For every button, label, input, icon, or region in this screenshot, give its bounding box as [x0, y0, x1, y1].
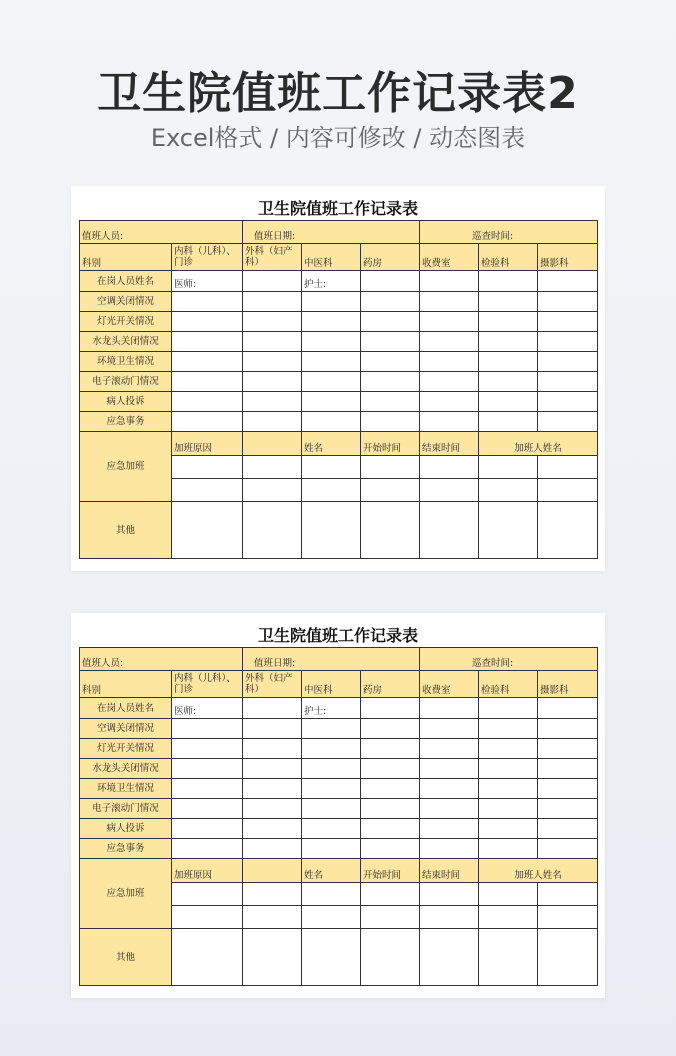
duty-date-label: 值班日期:	[243, 648, 420, 671]
doctor-label: 医师:	[172, 271, 243, 292]
cell[interactable]	[172, 352, 243, 372]
cell[interactable]	[420, 719, 479, 739]
cell[interactable]	[538, 906, 598, 929]
cell[interactable]	[302, 906, 361, 929]
cell[interactable]	[361, 799, 420, 819]
check-row-label: 电子滚动门情况	[80, 799, 172, 819]
cell[interactable]	[538, 271, 598, 292]
cell[interactable]	[538, 929, 598, 986]
overtime-reason-label: 加班原因	[172, 432, 243, 456]
cell[interactable]	[243, 392, 302, 412]
record-sheet-1	[71, 186, 605, 571]
nurse-label: 护士:	[302, 271, 361, 292]
duty-record-table	[79, 647, 598, 986]
cell[interactable]	[243, 352, 302, 372]
cell[interactable]	[420, 799, 479, 819]
check-row-label: 病人投诉	[80, 392, 172, 412]
cell[interactable]	[420, 819, 479, 839]
cell[interactable]	[243, 819, 302, 839]
cell[interactable]	[172, 839, 243, 859]
cell[interactable]	[420, 456, 479, 479]
cell[interactable]	[243, 456, 302, 479]
dept-laboratory: 检验科	[479, 671, 538, 698]
overtime-header-row	[80, 859, 598, 883]
cell[interactable]	[302, 839, 361, 859]
cell[interactable]	[302, 479, 361, 502]
cell	[243, 859, 302, 883]
cell[interactable]	[538, 456, 598, 479]
cell[interactable]	[172, 929, 243, 986]
check-row-label: 环境卫生情况	[80, 352, 172, 372]
overtime-header-row	[80, 432, 598, 456]
cell[interactable]	[420, 332, 479, 352]
inspection-time-label: 巡查时间:	[420, 648, 598, 671]
cell[interactable]	[538, 292, 598, 312]
dept-cashier: 收费室	[420, 671, 479, 698]
dept-laboratory: 检验科	[479, 244, 538, 271]
check-row	[80, 312, 598, 332]
dept-surgery: 外科（妇产科）	[243, 671, 302, 698]
cell[interactable]	[172, 312, 243, 332]
cell[interactable]	[243, 479, 302, 502]
cell[interactable]	[243, 883, 302, 906]
cell[interactable]	[420, 839, 479, 859]
dept-pharmacy: 药房	[361, 244, 420, 271]
page-subtitle: Excel格式 / 内容可修改 / 动态图表	[150, 124, 526, 152]
cell[interactable]	[538, 412, 598, 432]
cell[interactable]	[420, 292, 479, 312]
cell[interactable]	[361, 779, 420, 799]
overtime-name-label: 姓名	[302, 432, 361, 456]
cell[interactable]	[538, 332, 598, 352]
check-row-label: 应急事务	[80, 412, 172, 432]
department-header-row	[80, 244, 598, 271]
cell[interactable]	[302, 759, 361, 779]
cell[interactable]	[243, 698, 302, 719]
cell[interactable]	[172, 819, 243, 839]
cell[interactable]	[538, 883, 598, 906]
cell[interactable]	[243, 332, 302, 352]
check-row-label: 空调关闭情况	[80, 719, 172, 739]
check-row	[80, 759, 598, 779]
check-row	[80, 739, 598, 759]
cell[interactable]	[361, 883, 420, 906]
cell[interactable]	[172, 502, 243, 559]
cell[interactable]	[420, 312, 479, 332]
check-row-label: 水龙头关闭情况	[80, 332, 172, 352]
other-label: 其他	[80, 502, 172, 559]
check-row	[80, 719, 598, 739]
cell[interactable]	[361, 502, 420, 559]
cell[interactable]	[420, 502, 479, 559]
cell[interactable]	[302, 292, 361, 312]
cell[interactable]	[420, 271, 479, 292]
cell[interactable]	[172, 479, 243, 502]
cell[interactable]	[361, 271, 420, 292]
cell[interactable]	[479, 698, 538, 719]
cell[interactable]	[479, 739, 538, 759]
cell[interactable]	[172, 799, 243, 819]
cell[interactable]	[538, 839, 598, 859]
cell[interactable]	[420, 372, 479, 392]
cell[interactable]	[479, 479, 538, 502]
cell[interactable]	[302, 372, 361, 392]
other-row	[80, 502, 598, 559]
cell[interactable]	[420, 698, 479, 719]
cell[interactable]	[172, 883, 243, 906]
overtime-name-label: 姓名	[302, 859, 361, 883]
cell[interactable]	[479, 719, 538, 739]
cell[interactable]	[479, 779, 538, 799]
cell[interactable]	[479, 759, 538, 779]
cell[interactable]	[361, 372, 420, 392]
overtime-label: 应急加班	[80, 859, 172, 929]
check-row	[80, 392, 598, 412]
cell[interactable]	[538, 392, 598, 412]
cell[interactable]	[479, 332, 538, 352]
cell[interactable]	[243, 906, 302, 929]
check-row	[80, 372, 598, 392]
cell[interactable]	[172, 719, 243, 739]
cell[interactable]	[302, 392, 361, 412]
dept-cashier: 收费室	[420, 244, 479, 271]
cell[interactable]	[172, 292, 243, 312]
doctor-label: 医师:	[172, 698, 243, 719]
check-row	[80, 779, 598, 799]
dept-tcm: 中医科	[302, 244, 361, 271]
cell[interactable]	[420, 479, 479, 502]
cell[interactable]	[479, 929, 538, 986]
cell[interactable]	[243, 739, 302, 759]
staff-row	[80, 271, 598, 292]
sheet-title: 卫生院值班工作记录表	[257, 626, 418, 645]
check-row	[80, 819, 598, 839]
cell[interactable]	[243, 292, 302, 312]
nurse-label: 护士:	[302, 698, 361, 719]
cell[interactable]	[479, 412, 538, 432]
cell[interactable]	[479, 819, 538, 839]
cell[interactable]	[361, 332, 420, 352]
cell[interactable]	[361, 739, 420, 759]
cell[interactable]	[361, 479, 420, 502]
cell[interactable]	[302, 929, 361, 986]
cell[interactable]	[172, 456, 243, 479]
duty-date-label: 值班日期:	[243, 221, 420, 244]
record-sheet-2	[71, 613, 605, 998]
cell[interactable]	[420, 392, 479, 412]
cell[interactable]	[302, 502, 361, 559]
dept-internal-medicine: 内科（儿科）、门诊	[172, 244, 243, 271]
cell[interactable]	[479, 799, 538, 819]
cell[interactable]	[420, 929, 479, 986]
cell[interactable]	[172, 372, 243, 392]
cell[interactable]	[538, 759, 598, 779]
cell[interactable]	[538, 479, 598, 502]
cell[interactable]	[420, 883, 479, 906]
cell[interactable]	[302, 819, 361, 839]
cell[interactable]	[420, 779, 479, 799]
check-row	[80, 352, 598, 372]
cell[interactable]	[538, 372, 598, 392]
cell[interactable]	[361, 392, 420, 412]
cell[interactable]	[172, 759, 243, 779]
overtime-label: 应急加班	[80, 432, 172, 502]
other-label: 其他	[80, 929, 172, 986]
cell[interactable]	[302, 412, 361, 432]
cell[interactable]	[479, 372, 538, 392]
overtime-reason-label: 加班原因	[172, 859, 243, 883]
check-row-label: 灯光开关情况	[80, 739, 172, 759]
check-row	[80, 292, 598, 312]
cell[interactable]	[479, 271, 538, 292]
cell[interactable]	[479, 352, 538, 372]
duty-record-table	[79, 220, 598, 559]
cell[interactable]	[243, 799, 302, 819]
overtime-person-label: 加班人姓名	[479, 859, 598, 883]
cell[interactable]	[243, 372, 302, 392]
cell[interactable]	[538, 698, 598, 719]
cell[interactable]	[420, 906, 479, 929]
cell[interactable]	[302, 312, 361, 332]
cell[interactable]	[538, 312, 598, 332]
staff-label: 在岗人员姓名	[80, 698, 172, 719]
cell[interactable]	[302, 799, 361, 819]
overtime-end-label: 结束时间	[420, 432, 479, 456]
check-row	[80, 332, 598, 352]
cell[interactable]	[479, 502, 538, 559]
check-row-label: 空调关闭情况	[80, 292, 172, 312]
check-row	[80, 839, 598, 859]
cell[interactable]	[302, 779, 361, 799]
dept-pharmacy: 药房	[361, 671, 420, 698]
dept-tcm: 中医科	[302, 671, 361, 698]
page-title: 卫生院值班工作记录表2	[97, 68, 579, 119]
cell[interactable]	[243, 312, 302, 332]
check-row-label: 环境卫生情况	[80, 779, 172, 799]
cell[interactable]	[243, 779, 302, 799]
cell[interactable]	[538, 719, 598, 739]
cell[interactable]	[361, 456, 420, 479]
cell[interactable]	[302, 883, 361, 906]
sheet-title: 卫生院值班工作记录表	[257, 199, 418, 218]
cell[interactable]	[302, 739, 361, 759]
dept-surgery: 外科（妇产科）	[243, 244, 302, 271]
check-row	[80, 412, 598, 432]
check-row	[80, 799, 598, 819]
cell[interactable]	[361, 819, 420, 839]
staff-row	[80, 698, 598, 719]
duty-person-label: 值班人员:	[80, 221, 243, 244]
cell[interactable]	[172, 779, 243, 799]
cell[interactable]	[172, 412, 243, 432]
department-header-row	[80, 671, 598, 698]
cell[interactable]	[302, 332, 361, 352]
cell	[243, 432, 302, 456]
check-row-label: 水龙头关闭情况	[80, 759, 172, 779]
cell[interactable]	[479, 456, 538, 479]
dept-internal-medicine: 内科（儿科）、门诊	[172, 671, 243, 698]
cell[interactable]	[420, 759, 479, 779]
duty-person-label: 值班人员:	[80, 648, 243, 671]
cell[interactable]	[538, 739, 598, 759]
overtime-person-label: 加班人姓名	[479, 432, 598, 456]
cell[interactable]	[243, 412, 302, 432]
cell[interactable]	[538, 779, 598, 799]
staff-label: 在岗人员姓名	[80, 271, 172, 292]
dept-radiology: 摄影科	[538, 671, 598, 698]
cell[interactable]	[243, 719, 302, 739]
cell[interactable]	[538, 799, 598, 819]
cell[interactable]	[479, 292, 538, 312]
inspection-time-label: 巡查时间:	[420, 221, 598, 244]
cell[interactable]	[361, 719, 420, 739]
cell[interactable]	[361, 698, 420, 719]
cell[interactable]	[243, 839, 302, 859]
cell[interactable]	[361, 292, 420, 312]
cell[interactable]	[479, 883, 538, 906]
cell[interactable]	[302, 719, 361, 739]
department-label: 科别	[80, 671, 172, 698]
cell[interactable]	[479, 906, 538, 929]
cell[interactable]	[479, 839, 538, 859]
cell[interactable]	[302, 456, 361, 479]
cell[interactable]	[243, 929, 302, 986]
cell[interactable]	[172, 906, 243, 929]
cell[interactable]	[420, 352, 479, 372]
cell[interactable]	[243, 502, 302, 559]
cell[interactable]	[361, 906, 420, 929]
cell[interactable]	[302, 352, 361, 372]
cell[interactable]	[243, 271, 302, 292]
cell[interactable]	[172, 739, 243, 759]
cell[interactable]	[361, 759, 420, 779]
dept-radiology: 摄影科	[538, 244, 598, 271]
cell[interactable]	[361, 352, 420, 372]
other-row	[80, 929, 598, 986]
cell[interactable]	[420, 412, 479, 432]
cell[interactable]	[538, 352, 598, 372]
cell[interactable]	[243, 759, 302, 779]
check-row-label: 灯光开关情况	[80, 312, 172, 332]
cell[interactable]	[538, 502, 598, 559]
cell[interactable]	[172, 332, 243, 352]
check-row-label: 病人投诉	[80, 819, 172, 839]
cell[interactable]	[479, 312, 538, 332]
overtime-start-label: 开始时间	[361, 432, 420, 456]
overtime-end-label: 结束时间	[420, 859, 479, 883]
check-row-label: 应急事务	[80, 839, 172, 859]
cell[interactable]	[361, 839, 420, 859]
cell[interactable]	[361, 929, 420, 986]
cell[interactable]	[538, 819, 598, 839]
department-label: 科别	[80, 244, 172, 271]
cell[interactable]	[420, 739, 479, 759]
cell[interactable]	[361, 412, 420, 432]
cell[interactable]	[361, 312, 420, 332]
cell[interactable]	[172, 392, 243, 412]
cell[interactable]	[479, 392, 538, 412]
overtime-start-label: 开始时间	[361, 859, 420, 883]
check-row-label: 电子滚动门情况	[80, 372, 172, 392]
